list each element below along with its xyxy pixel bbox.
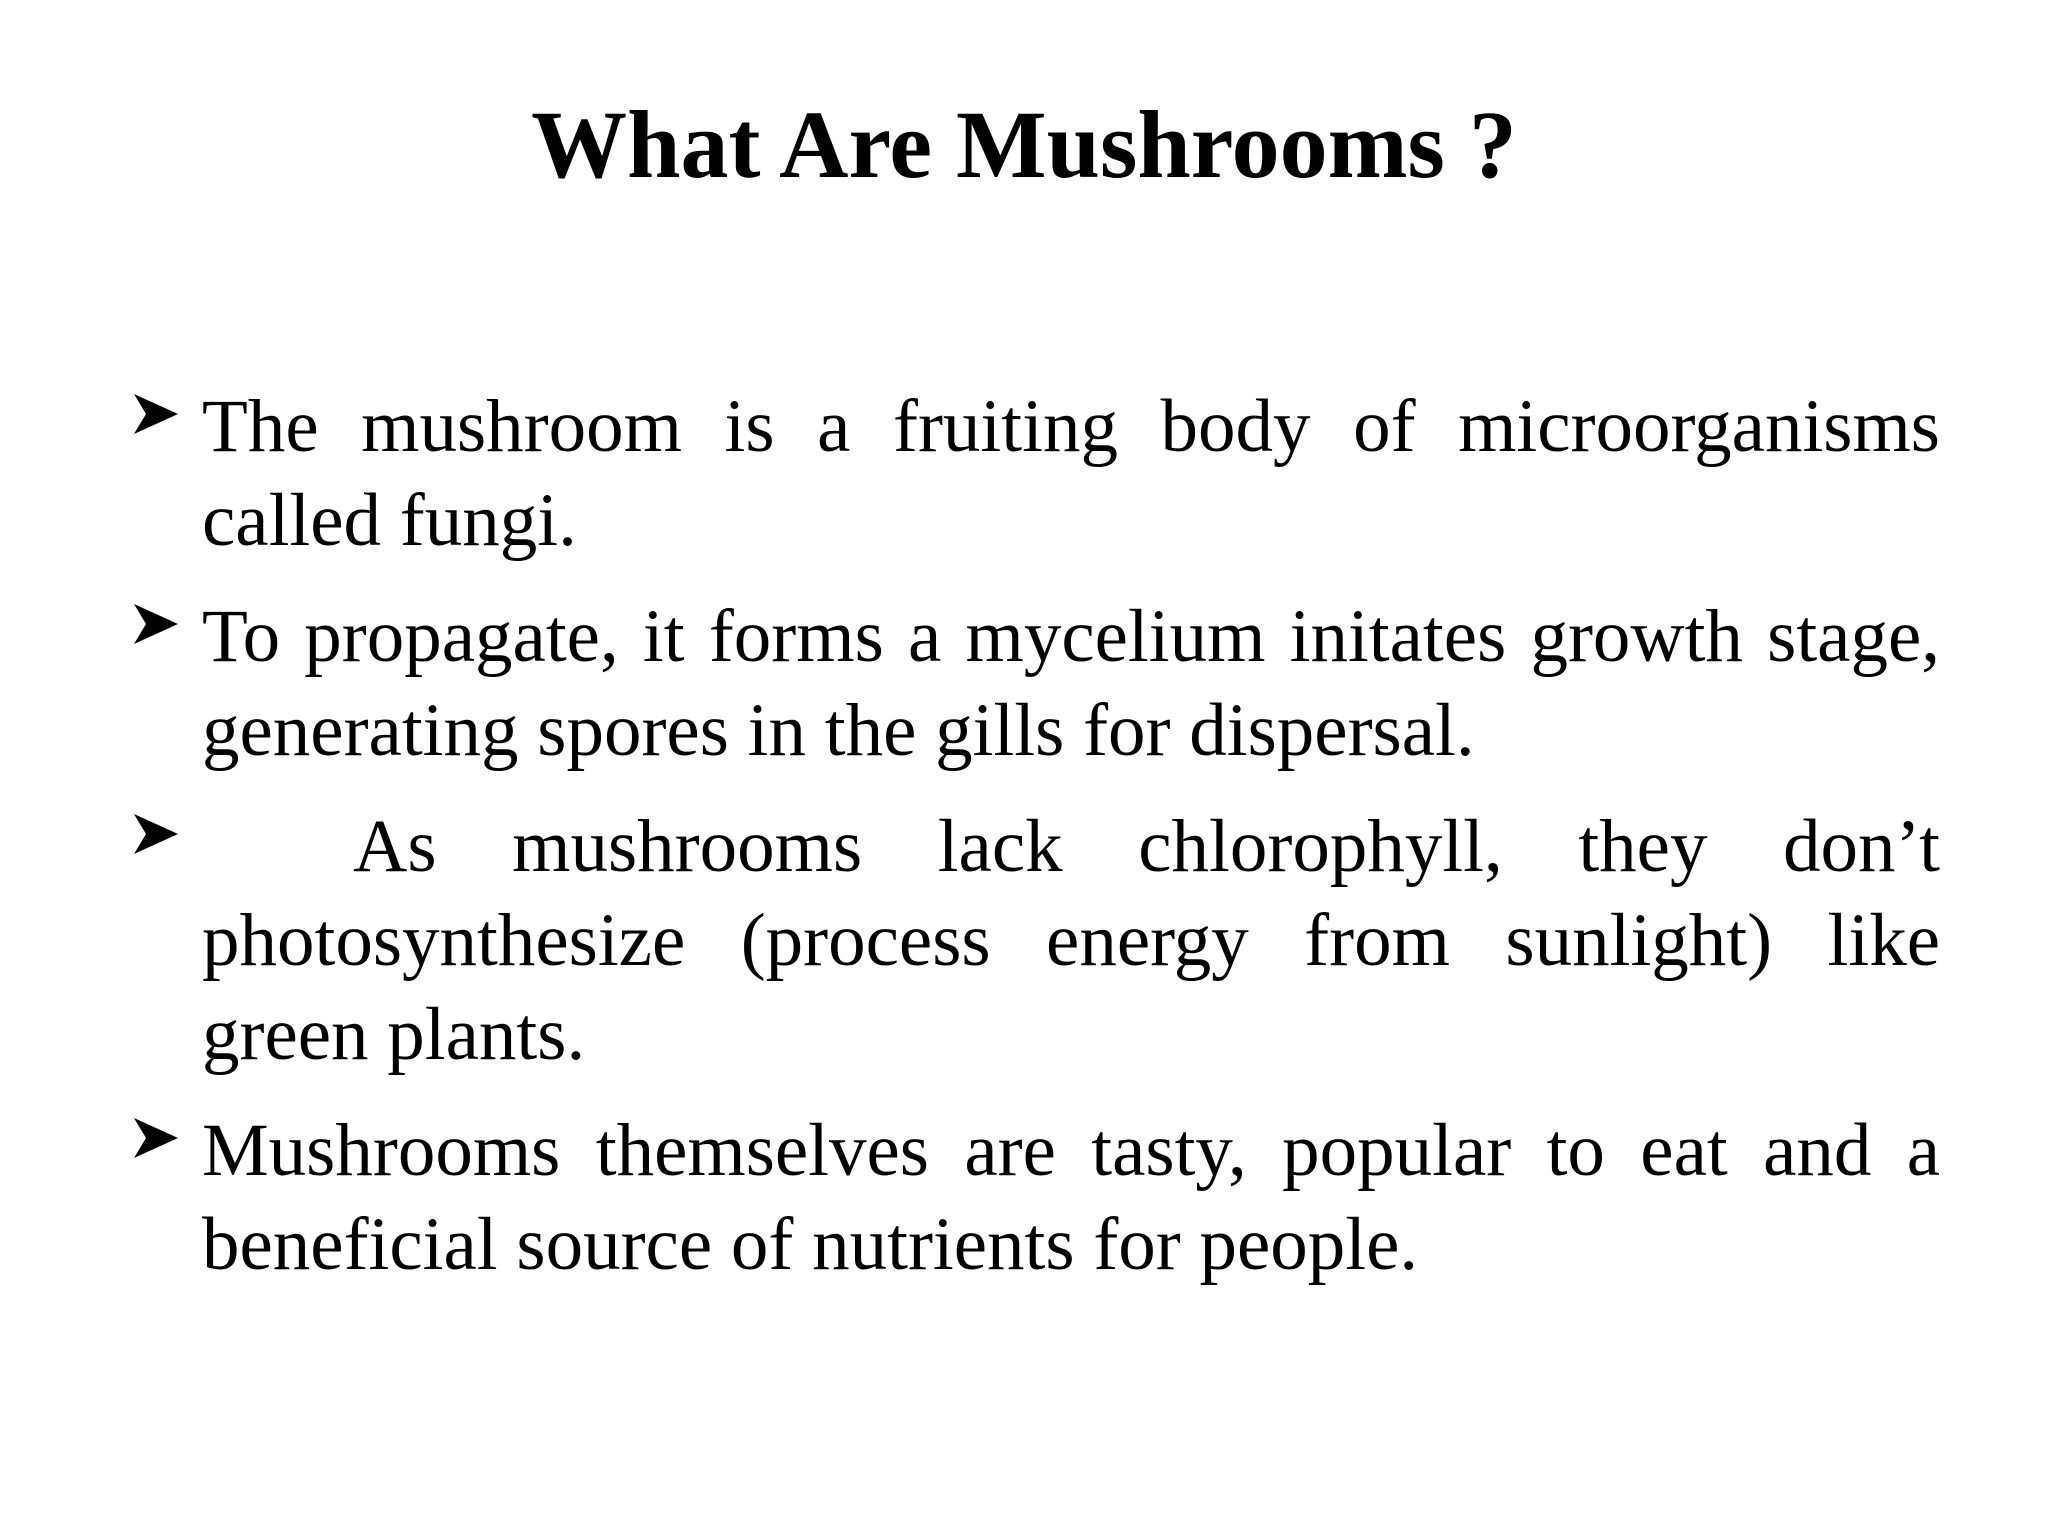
arrowhead-bullet-icon bbox=[130, 598, 182, 650]
list-item bbox=[130, 380, 1940, 568]
list-item bbox=[130, 800, 1959, 1082]
list-item bbox=[130, 590, 1940, 778]
list-item bbox=[130, 1104, 1940, 1292]
bullet-text: As mushrooms lack chlorophyll, they don’t photosynthesize (process energy from sunlight) like green plants. bbox=[202, 805, 1959, 1076]
arrowhead-bullet-icon bbox=[130, 808, 182, 860]
bullet-text: Mushrooms themselves are tasty, popular to eat and a beneficial source of nutrients for people. bbox=[202, 1109, 1940, 1286]
bullet-list bbox=[130, 380, 1959, 1314]
arrowhead-bullet-icon bbox=[130, 1112, 182, 1164]
bullet-text: To propagate, it forms a mycelium initates growth stage, generating spores in the gills for dispersal. bbox=[202, 595, 1940, 772]
slide-title: What Are Mushrooms ? bbox=[531, 91, 1517, 198]
bullet-text: The mushroom is a fruiting body of microorganisms called fungi. bbox=[202, 385, 1940, 562]
arrowhead-bullet-icon bbox=[130, 388, 182, 440]
